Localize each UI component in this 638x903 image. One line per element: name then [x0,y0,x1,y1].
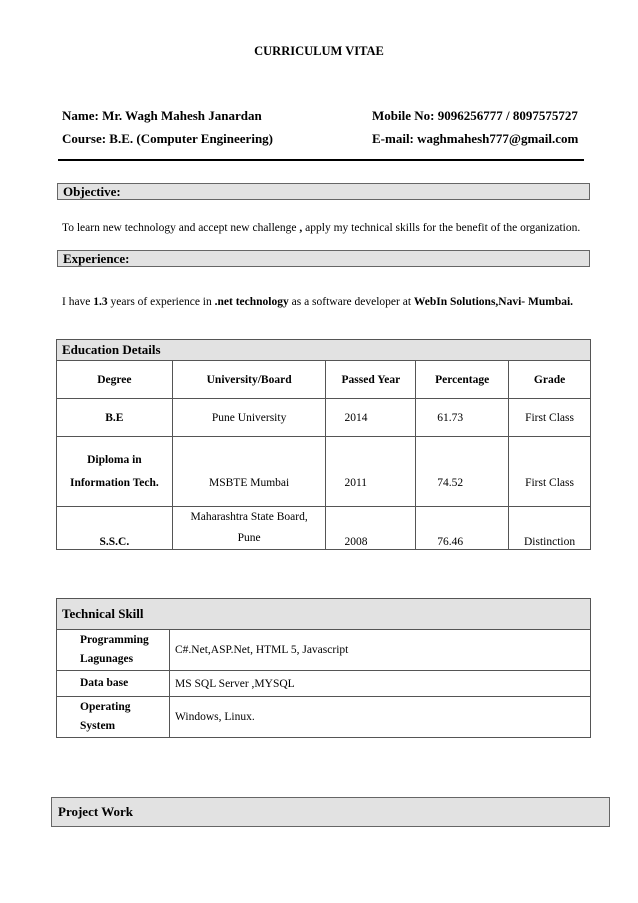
skill-value: C#.Net,ASP.Net, HTML 5, Javascript [170,630,591,671]
percentage-cell: 76.46 [416,507,509,550]
table-row [57,399,591,437]
experience-heading: Experience: [57,250,590,267]
university-cell: Maharashtra State Board, Pune [172,507,326,550]
project-work-heading: Project Work [51,797,610,827]
table-row [57,437,591,507]
university-cell: Pune University [172,399,326,437]
skill-key: Programming Lagunages [57,630,170,671]
grade-cell: First Class [509,399,591,437]
table-row [57,671,591,697]
skill-key: Data base [57,671,170,697]
education-table [56,339,591,550]
technical-skill-table [56,598,591,738]
document-title: CURRICULUM VITAE [254,44,384,58]
col-university: University/Board [172,361,326,399]
degree-cell: Diploma in Information Tech. [57,437,173,507]
objective-heading: Objective: [57,183,590,200]
percentage-cell: 61.73 [416,399,509,437]
percentage-cell: 74.52 [416,437,509,507]
table-row [57,630,591,671]
experience-text: I have 1.3 years of experience in .net technology as a software developer at WebIn Solutions,Navi- Mumbai. [62,296,574,308]
year-cell: 2008 [326,507,416,550]
candidate-email: E-mail: waghmahesh777@gmail.com [372,131,579,146]
candidate-course: Course: B.E. (Computer Engineering) [62,131,274,146]
col-passed-year: Passed Year [326,361,416,399]
col-grade: Grade [509,361,591,399]
skill-value: MS SQL Server ,MYSQL [170,671,591,697]
grade-cell: First Class [509,437,591,507]
education-header-row [57,361,591,399]
candidate-mobile: Mobile No: 9096256777 / 8097575727 [372,108,578,123]
grade-cell: Distinction [509,507,591,550]
objective-text: To learn new technology and accept new challenge , apply my technical skills for the benefit of the organization. [62,222,581,234]
technical-skill-heading: Technical Skill [57,599,591,630]
year-cell: 2011 [326,437,416,507]
col-degree: Degree [57,361,173,399]
degree-cell: B.E [57,399,173,437]
candidate-name: Name: Mr. Wagh Mahesh Janardan [62,108,262,123]
table-row [57,697,591,738]
degree-cell: S.S.C. [57,507,173,550]
header-divider [58,159,584,161]
education-heading: Education Details [57,340,591,361]
year-cell: 2014 [326,399,416,437]
skill-key: Operating System [57,697,170,738]
university-cell: MSBTE Mumbai [172,437,326,507]
table-row [57,507,591,550]
skill-value: Windows, Linux. [170,697,591,738]
col-percentage: Percentage [416,361,509,399]
